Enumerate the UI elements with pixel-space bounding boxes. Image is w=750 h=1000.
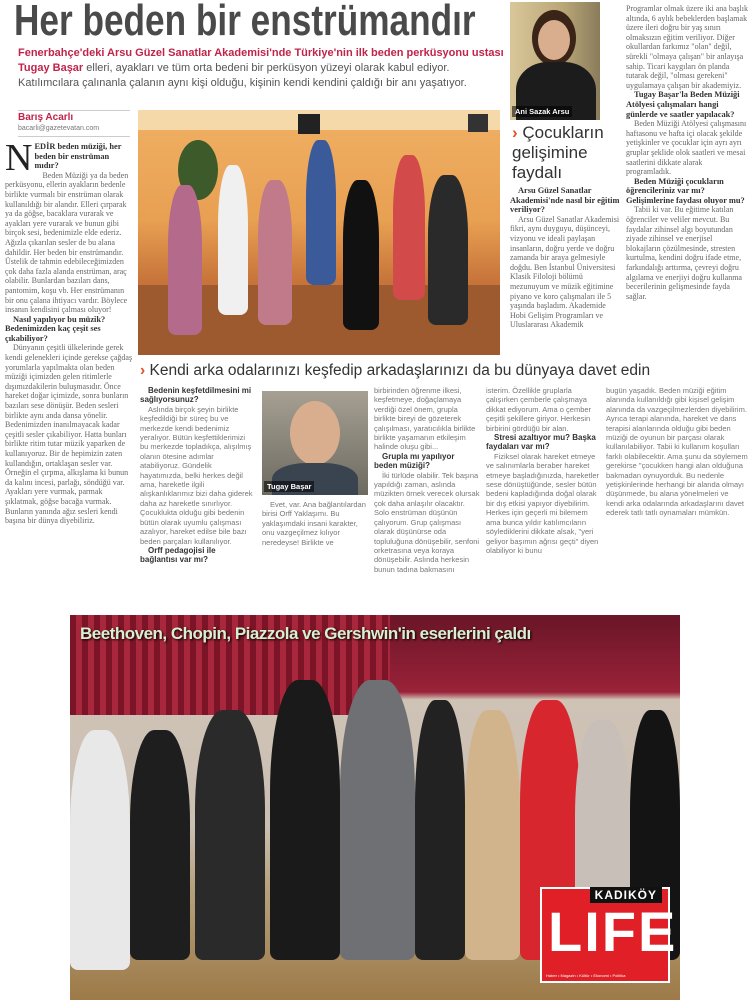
- dance-class-photo: [138, 110, 500, 355]
- answer: Aslında birçok şeyin birlikte keşfedildiği bir süreç bu ve merkezde kendi bedenimiz yeralıyor. Bütün keşfettiklerimizi bu merkezde topladıkça, alışılmış olanın ötesine adımlar atabiliyoruz. Gündelik hayatımızda, belki herkes değil ama, hareketle ilgili alışkanlıklarımız bizi daha giderek daha az hareketle sınırlıyor. Çocuklukta olduğu gibi bedenin bütün olarak uyumlu çalışması azalıyor, hareket edilse bile bazı beden parçaları kullanılıyor.: [140, 404, 253, 546]
- question: Beden Müziği çocukların öğrencileriniz var mı? Gelişimlerine faydası oluyor mu?: [626, 176, 745, 205]
- answer: bugün yaşadık. Beden müziği eğitim alanında kullanıldığı gibi kişisel gelişim alanında da vazgeçilmezlerden diyebilirim. Ayrıca terapi alanında, hareket ve dans terapisi alanlarında olduğu gibi beden müziği de oyunun bir parçası olarak kullanılabiliyor. Tabii ki kullanım koşulları farklı olabilecektir. Ama şunu da söylemem gerekirse "çocukken hangi alan olduğuna bakmadan oynuyorduk. Bu nedenle yetişkinlerinde herhangi bir alanda olmayı düşünmede, bu alana yönelmeleri ve kendi arka odalarında arkadaşlarını davet ederek tatlı tatlı oynamaları mümkün.: [606, 386, 748, 518]
- column-5: [606, 386, 748, 518]
- photo-caption: Beethoven, Chopin, Piazzola ve Gershwin'in eserlerini çaldı: [80, 624, 531, 643]
- answer: Evet, var. Ana bağlantılardan birisi Orff Yaklaşımı. Bu yaklaşımdaki insani karakter, onu vazgeçilmez kılıyor neredeyse! Birlikte ve: [262, 500, 366, 547]
- question: Tugay Başar'la Beden Müziği Atölyesi çalışmaları hangi günlerde ve saatler yapılacak?: [626, 90, 740, 119]
- answer: isterim. Özellikle gruplarla çalışırken çemberle çalışmaya dikkat ediyorum. Ama o çember çeşitli şekillere giriyor. Herkesin birbirini gördüğü bir alan.: [486, 386, 592, 433]
- tugay-basar-photo: [262, 391, 368, 495]
- answer: Beden Müziği ya da beden perküsyonu, ellerin ayakların bedenle birlikte vurmalı bir enstrüman olarak kullanıldığı bir alandır. Elleri çırparak ya da göğse, bacaklara vurarak ve ayakları yere vurarak ve bunun gibi birçok sesi, bedenimizle elde ederiz. Ağızla çıkarılan sesler de bu alana dahildir. Her beden bir enstrümandır. Üstelik de tahmin edebileceğimizden çok daha fazla alanda enstrüman, araç olabilir. Bunlardan bazıları dans, pantomim, koşu vb. Her enstrümanın bir onu çalana ihtiyacı vardır. Böylece insanın kendisini çalması oluyor!: [5, 170, 129, 315]
- byline: [18, 110, 130, 137]
- column-2: [262, 500, 368, 547]
- dropcap: N: [5, 137, 33, 179]
- group-photo: [70, 615, 680, 1000]
- right-column: [626, 4, 748, 301]
- column-1: [140, 386, 255, 565]
- subheading-text: Çocukların gelişimine faydalı: [512, 123, 604, 182]
- middle-column: [510, 186, 620, 330]
- answer: Arsu Güzel Sanatlar Akademisi fikri, aynı duyguyu, düşünceyi, vizyonu ve ideali paylaşan insanların, doğru yerde ve doğru zamanda bir araya gelmesiyle doğdu. Ben İstanbul Üniversitesi Klasik Filoloji bölümü mezunuyum ve müzik eğitimine piyano ve koro çalışmaları ile 5 yaşında başladım. Akademide Hobi Gelişim Programları ve Uluslararası Akademik: [510, 214, 620, 330]
- question: Arsu Güzel Sanatlar Akademisi'nde nasıl bir eğitim veriliyor?: [510, 186, 620, 215]
- question: Grupla mı yapılıyor beden müziği?: [374, 451, 455, 471]
- left-column: [5, 137, 134, 526]
- answer: birbirinden öğrenme ilkesi, keşfetmeye, doğaçlamaya verdiği özel önem, grupla birlikte bireyi de gözeterek çalışılması, yaratıcılıkla birlikte birlikte yaşamanın etkileşim halinde oluşu gibi...: [374, 386, 476, 452]
- question: Nasıl yapılıyor bu müzik? Bedenimizden kaç çeşit ses çıkabiliyor?: [5, 314, 106, 343]
- answer: İki türlüde olabilir. Tek başına yapıldığı zaman, aslında müzikten örnek verecek olursak çok daha anlaşılır olacaktır. Solo enstrüman düşünün çalıyorum. Grup çalışması olarak düşünürse oda topluluğuna dönüşebilir, senfoni orketrasına veya koraya dönüşebilir. Aslında herkesin bunun tadına bakmasını: [374, 470, 480, 574]
- column-3: [374, 386, 480, 574]
- intro-text: elleri, ayakları ve tüm orta bedeni bir perküsyon yüzeyi olarak kabul ediyor. Katılımcılara çalınanla çalanın aynı kişi olduğu, kişinin kendi kendini çaldığı bir anı yaşatıyor.: [18, 62, 467, 89]
- intro-highlight: Fenerbahçe'deki Arsu Güzel Sanatlar Akademisi'nde Türkiye'nin ilk beden perküsyonu ustası Tugay Başar: [18, 47, 504, 74]
- answer: Dünyanın çeşitli ülkelerinde gerek kendi gelenekleri içinde gerekse çağdaş yorumlarla yapılmakta olan beden müziği içimizden gelen ritimlerle dışımızdakilerin buluşmasıdır. Önce hareket doğar içimizde, sonra bunların bazıları sese dönüşür. Beden sesleri birlikte aynı anda dansa yönelir. Bedenimizden inanılmayacak kadar çeşitli sesler çıkabiliyor. Hatta bunları birlikte ritim tutar müzik yaparken de kullanıyoruz. Bir de hepimizin zaten kullandığın, ortaklaşan sesler var. Örneğin el çırpma, alkışlama ki bunun da kalını incesi, parlağı, söndüğü var. Ayakları yere vurmak, parmak şıklatmak, göğse bacağa vurmak. Bunların yanında ağız sesleri kendi başına bir dünya diyebiliriz.: [5, 343, 133, 526]
- answer: Programlar olmak üzere iki ana başlık altında, 6 aylık bebeklerden başlamak üzere ileri doğru bir yaş sınırı olmaksızın eğitim veriliyor. Diğer okullardan farkımız "olan" değil, sürekli "olmaya çalışan" bir anlayışa sahip. Ticari kaygıları ön planda tutarak değil, "olması gerekeni" uygulamaya çalışan bir akademiyiz.: [626, 4, 748, 90]
- subheading-text: Kendi arka odalarınızı keşfedip arkadaşlarınızı da bu dünyaya davet edin: [149, 362, 651, 379]
- logo-top: KADIKÖY: [590, 887, 662, 903]
- answer: Tabii ki var. Bu eğitime katılan öğrenciler ve veliler mevcut. Bu faydalar zihinsel algı boyutundan ziyade zihinsel ve enerjisel blokajların çözülmesinde, stresten kurtulma, kendini doğru ifade etme, farkındalığı arttırma, çevreyi doğru algılama ve enerjiyi doğru kullanma becerilerinin gelişmesinde fayda sağlar.: [626, 205, 742, 301]
- chevron-icon: ›: [512, 123, 518, 142]
- intro: [18, 46, 508, 91]
- logo-main: LIFE: [548, 900, 678, 963]
- question: EDİR beden müziği, her beden bir enstrüman mıdır?: [34, 142, 122, 171]
- kadikoy-life-logo: [540, 887, 678, 983]
- headline: Her beden bir enstrümandır: [14, 0, 476, 45]
- ani-sazak-arsu-photo: [510, 2, 600, 120]
- photo-caption: Ani Sazak Arsu: [512, 106, 572, 117]
- answer: Fiziksel olarak hareket etmeye ve salınımlarla beraber hareket etmeye başladığınızda, hareketler sese dönüştüğünde, sesler bütün bedeni kapladığında doğal olarak bir dış etkisi yapıyor diyebilirim. Herkes için geçerli mi bilemem ama bunca yıldır katılımcıların söylediklerini dikkate alsak, "yeri geliyor başımın ağrısı geçti" diyen olabiliyor ki bunu: [486, 451, 599, 555]
- author-email: bacarli@gazetevatan.com: [18, 125, 100, 132]
- subheading-rooms: [140, 360, 650, 382]
- logo-tagline: Haber • Magazin • Kültür • Ekonomi • Politika: [546, 973, 626, 978]
- column-4: [486, 386, 600, 555]
- question: Stresi azaltıyor mu? Başka faydaları var mı?: [486, 433, 596, 452]
- author-name: Barış Acarlı: [18, 112, 74, 123]
- question: Bedenin keşfetdilmesini mi sağlıyorsunuz?: [140, 386, 252, 405]
- photo-caption: Tugay Başar: [264, 481, 314, 492]
- answer: Beden Müziği Atölyesi çalışmasını haftasonu ve hafta içi olacak şekilde yetişkinler ve çocuklar için ayrı ayrı gruplar şeklide olok saatleri ve mesai saatlerini dikkate alarak programladık.: [626, 119, 747, 177]
- subheading-children: [512, 123, 622, 183]
- chevron-icon: ›: [140, 362, 146, 379]
- question: Orff pedagojisi ile bağlantısı var mı?: [140, 545, 216, 565]
